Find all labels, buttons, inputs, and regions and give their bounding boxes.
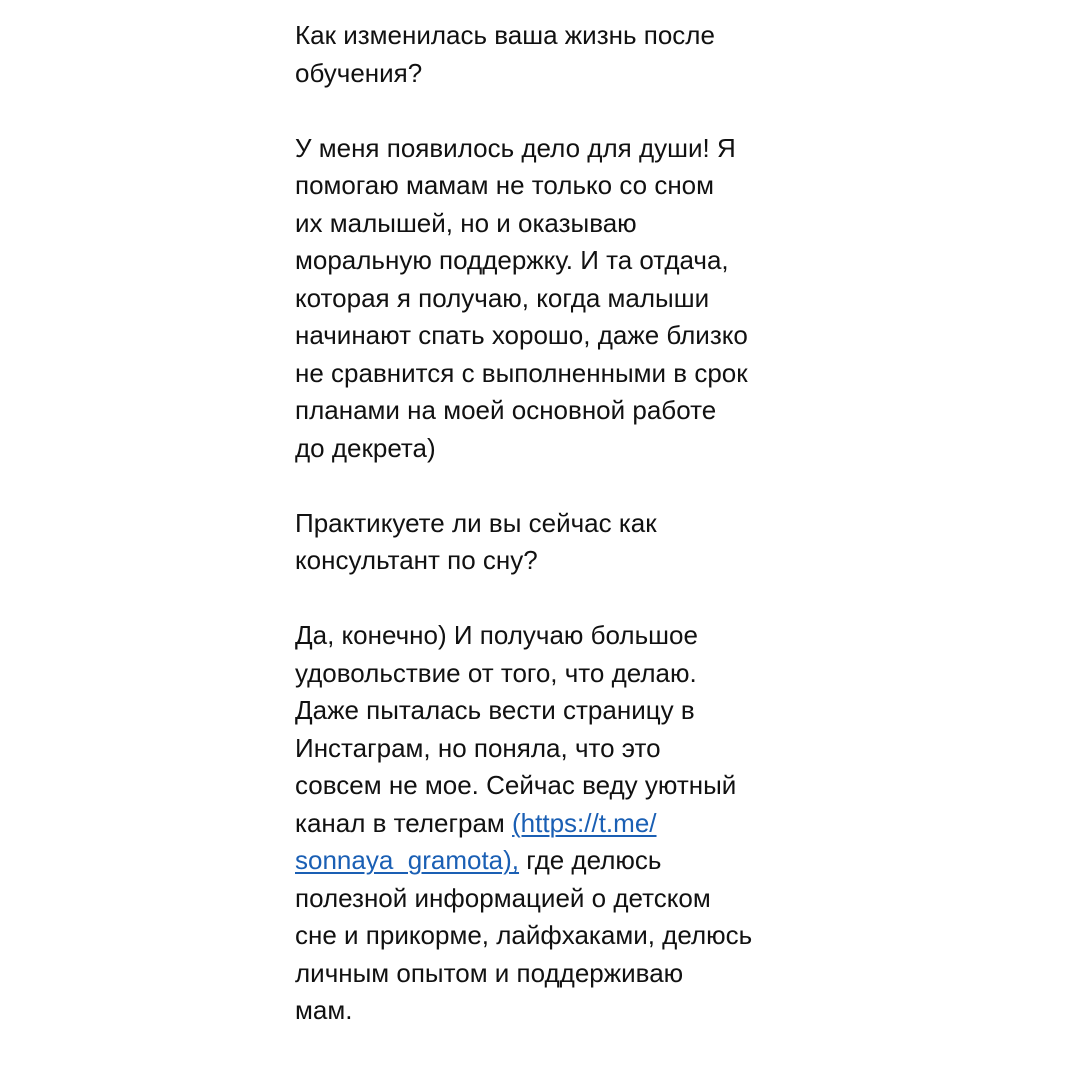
link-suffix-text: где делюсь	[519, 845, 662, 875]
answer-line: Даже пыталась вести страницу в	[295, 695, 695, 725]
answer-line: мам.	[295, 995, 353, 1025]
answer-line: личным опытом и поддерживаю	[295, 957, 684, 988]
telegram-link-part1[interactable]: (https://t.me/	[512, 807, 657, 838]
question-practice	[295, 505, 815, 580]
answer-line-with-link	[295, 842, 815, 880]
interview-text	[295, 17, 815, 1030]
answer-line: совсем не мое. Сейчас веду уютный	[295, 770, 737, 800]
answer-line: Инстаграм, но поняла, что это	[295, 732, 661, 763]
paragraph-spacer	[295, 92, 815, 130]
question-line: консультант по сну?	[295, 545, 538, 575]
question-line: обучения?	[295, 57, 423, 88]
question-life-change	[295, 17, 815, 92]
answer-line: У меня появилось дело для души! Я	[295, 132, 736, 163]
paragraph-spacer	[295, 467, 815, 505]
answer-practice	[295, 617, 815, 1030]
answer-line: их малышей, но и оказываю	[295, 207, 637, 238]
link-prefix-text: канал в телеграм	[295, 807, 513, 838]
question-line: Практикуете ли вы сейчас как	[295, 507, 657, 538]
answer-line: до декрета)	[295, 432, 436, 463]
answer-line: помогаю мамам не только со сном	[295, 170, 715, 200]
answer-line: полезной информацией о детском	[295, 882, 711, 913]
answer-line: планами на моей основной работе	[295, 395, 717, 425]
telegram-link-part2[interactable]: sonnaya_gramota),	[295, 845, 520, 875]
answer-line: сне и прикорме, лайфхаками, делюсь	[295, 920, 753, 950]
question-line: Как изменилась ваша жизнь после	[295, 20, 715, 50]
paragraph-spacer	[295, 580, 815, 618]
answer-line-with-link	[295, 805, 815, 843]
answer-line: удовольствие от того, что делаю.	[295, 657, 697, 688]
answer-life-change	[295, 130, 815, 468]
answer-line: начинают спать хорошо, даже близко	[295, 320, 748, 350]
answer-line: Да, конечно) И получаю большое	[295, 620, 698, 650]
answer-line: которая я получаю, когда малыши	[295, 282, 710, 313]
answer-line: моральную поддержку. И та отдача,	[295, 245, 729, 275]
answer-line: не сравнится с выполненными в срок	[295, 357, 748, 388]
